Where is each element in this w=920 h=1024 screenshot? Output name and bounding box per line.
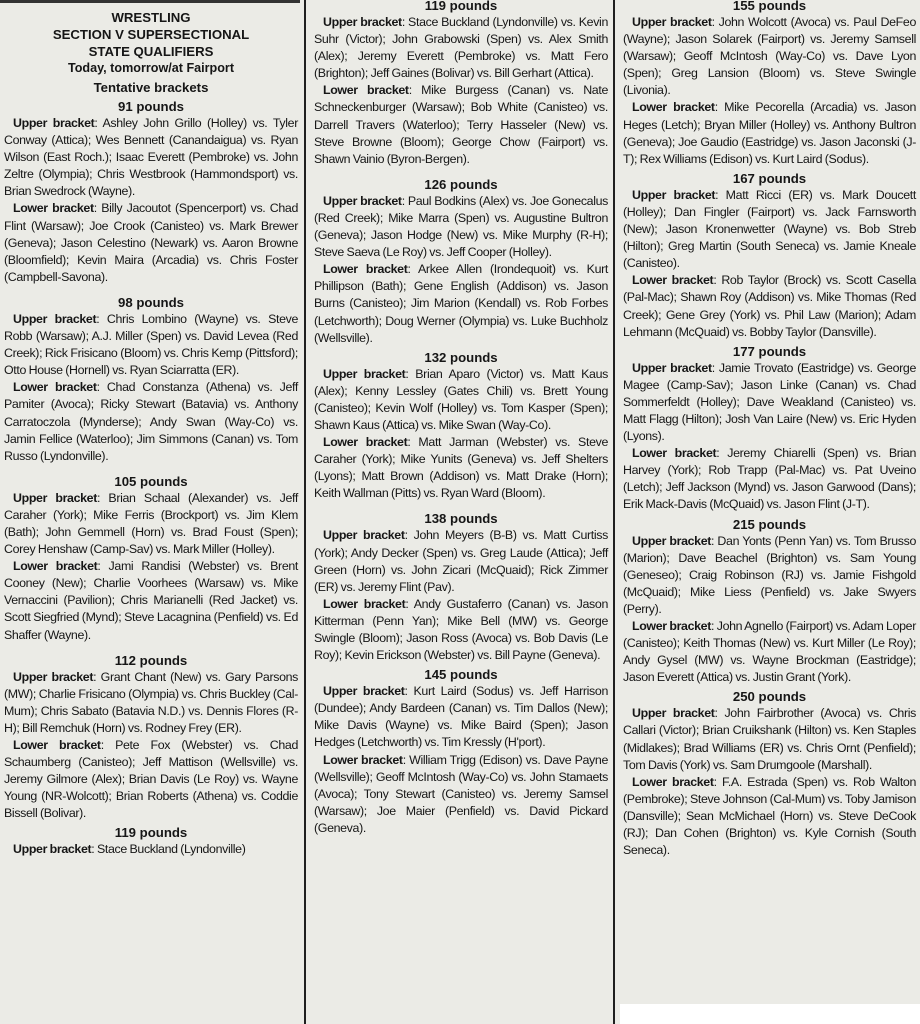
blank-margin xyxy=(620,1004,920,1024)
bracket-label: Lower bracket xyxy=(13,380,97,395)
weight-class-section xyxy=(4,294,298,465)
bracket-matchups: : Andy Gustaferro (Canan) vs. Jason Kitterman (Penn Yan); Mike Bell (MW) vs. George Swingle (Bloom); Jason Ross (Avoca) vs. Bob Davis (Le Roy); Kevin Erickson (Webster) vs. Bill Payne (Geneva). xyxy=(314,596,608,663)
weight-class-title: 177 pounds xyxy=(732,343,807,359)
bracket-matchups: : John Wolcott (Avoca) vs. Paul DeFeo (Wayne); Jason Solarek (Fairport) vs. Jeremy Samsell (Warsaw); Geoff McIntosh (Way-Co) vs. Dave Lyon (Spen); Greg Lansion (Bloom) vs. Steve Swingle (Livonia). xyxy=(623,15,916,98)
bracket-label: Lower bracket xyxy=(13,738,101,752)
bracket-label: Lower bracket xyxy=(632,100,715,115)
bracket-matchups: : Jeremy Chiarelli (Spen) vs. Brian Harvey (York); Rob Trapp (Pal-Mac) vs. Pat Uveino (Letch); Jeff Jackson (Mynd) vs. Jason Garwood (Dans); Erik Mack-Davis (McQuaid) vs. Jason Flint (J-T). xyxy=(623,446,916,512)
lower-bracket xyxy=(314,596,608,664)
bracket-label: Lower bracket xyxy=(632,774,714,789)
bracket-matchups: : Grant Chant (New) vs. Gary Parsons (MW); Charlie Frisicano (Olympia) vs. Chris Buckley (Cal-Mum); Chris Sabato (Batavia N.D.) vs. Dennis Flores (R-H); Bill Remchuk (Horn) vs. Rodney Frey (ER). xyxy=(4,669,298,735)
bracket-label: Lower bracket xyxy=(632,273,714,288)
bracket-matchups: : John Agnello (Fairport) vs. Adam Loper (Canisteo); Keith Thomas (New) vs. Kurt Miller (Le Roy); Andy Gysel (MW) vs. Wayne Brockman (Eastridge); Jason Everett (Attica) vs. Justin Grant (York). xyxy=(623,619,916,685)
upper-bracket xyxy=(314,683,608,751)
bracket-matchups: : Kurt Laird (Sodus) vs. Jeff Harrison (Dundee); Andy Bardeen (Canan) vs. Tim Dallos (New); Mike Davis (Wayne) vs. Mike Baird (Spen); Jason Hedges (Letchworth) vs. Tim Kressly (H'port). xyxy=(314,684,608,750)
bracket-label: Upper bracket xyxy=(13,116,95,130)
weight-class-title: 112 pounds xyxy=(114,652,188,668)
weight-class-title: 155 pounds xyxy=(732,0,807,13)
weight-class-title: 91 pounds xyxy=(118,99,184,114)
bracket-label: Upper bracket xyxy=(323,193,402,208)
upper-bracket xyxy=(623,14,916,99)
weight-class-title: 105 pounds xyxy=(114,473,188,489)
bracket-matchups: : Ashley John Grillo (Holley) vs. Tyler Conway (Attica); Wes Bennett (Canandaigua) vs. Ryan Wilson (East Roch.); Isaac Everett (Pembroke) vs. John Zeltre (Olympia); Chris Westbrook (Hammondsport) vs. Brian Swedrock (Wayne). xyxy=(4,116,298,199)
upper-bracket xyxy=(623,360,916,445)
lower-bracket xyxy=(623,272,916,340)
lower-bracket xyxy=(4,558,298,643)
bracket-matchups: : Matt Jarman (Webster) vs. Steve Caraher (York); Mike Yunits (Geneva) vs. Jeff Shelters (Lyons); Matt Brown (Addison) vs. Matt Drake (Horn); Keith Wallman (Pitts) vs. Ryan Ward (Bloom). xyxy=(314,435,608,501)
weight-class-title: 98 pounds xyxy=(118,294,184,310)
bracket-label: Upper bracket xyxy=(13,311,97,326)
lower-bracket xyxy=(623,445,916,513)
column-3 xyxy=(619,0,920,1024)
bracket-label: Lower bracket xyxy=(323,262,408,277)
bracket-label: Lower bracket xyxy=(13,559,98,574)
bracket-label: Upper bracket xyxy=(323,528,405,543)
weight-class-section xyxy=(4,98,298,286)
bracket-matchups: : Mike Pecorella (Arcadia) vs. Jason Heges (Letch); Bryan Miller (Holley) vs. Anthony Bultron (Geneva); Joe Gaudio (Eastridge) vs. Jason Jaconski (J-T); Rex Williams (Edison) vs. Kurt Laird (Sodus). xyxy=(623,100,916,166)
lower-bracket xyxy=(314,82,608,167)
upper-bracket xyxy=(4,841,298,858)
bracket-label: Upper bracket xyxy=(323,15,402,29)
upper-bracket xyxy=(314,193,608,261)
weight-class-section xyxy=(623,516,916,687)
bracket-label: Lower bracket xyxy=(13,201,94,216)
weight-class-title: 250 pounds xyxy=(732,689,807,705)
weight-class-title: 145 pounds xyxy=(424,667,498,683)
bracket-matchups: : John Fairbrother (Avoca) vs. Chris Callari (Victor); Brian Cruikshank (Hilton) vs. Ken Staples (Midlakes); Brad Williams (ER) vs. Chris Ornt (Penfield); Tom Davis (York) vs. Sam Drumgoole (Marshall). xyxy=(623,706,917,772)
bracket-label: Lower bracket xyxy=(323,752,403,767)
bracket-matchups: : Chris Lombino (Wayne) vs. Steve Robb (Warsaw); A.J. Miller (Spen) vs. David Levea (Red Creek); Rick Frisicano (Bloom) vs. Chris Kemp (Pittsford); Otto House (Hornell) vs. Ryan Sciarratta (ER). xyxy=(4,311,299,378)
bracket-matchups: : Jami Randisi (Webster) vs. Brent Cooney (New); Charlie Voorhees (Warsaw) vs. Mike Vernaccini (Pavilion); Chris Marianelli (Red Jacket) vs. Scott Siegfried (Mynd); Steve Lacagnina (Penfield) vs. Ed Shaffer (Wayne). xyxy=(4,559,298,642)
brackets-title: Tentative brackets xyxy=(93,80,209,95)
column-1 xyxy=(0,0,302,1024)
bracket-matchups: : Paul Bodkins (Alex) vs. Joe Gonecalus (Red Creek); Mike Marra (Spen) vs. Augustine Bultron (Geneva); Jason Hodge (New) vs. Mike Murphy (R-H); Steve Saeva (Le Roy) vs. Jeff Cooper (Holley). xyxy=(314,193,608,260)
bracket-matchups: : Stace Buckland (Lyndonville) xyxy=(91,842,246,857)
upper-bracket xyxy=(623,187,916,272)
upper-bracket xyxy=(4,311,298,379)
weight-class-section xyxy=(623,688,916,859)
heading-line: SECTION V SUPERSECTIONAL xyxy=(52,27,250,42)
lower-bracket xyxy=(4,379,298,464)
bracket-matchups: : Brian Schaal (Alexander) vs. Jeff Caraher (York); Mike Ferris (Brockport) vs. Jim Klem (Bath); John Gemmell (Horn) vs. Brad Foust (Spen); Corey Henshaw (Camp-Sav) vs. Mark Miller (Holley). xyxy=(4,490,298,557)
lower-bracket xyxy=(623,618,916,686)
weight-class-section xyxy=(623,0,916,168)
bracket-matchups: : William Trigg (Edison) vs. Dave Payne (Wellsville); Geoff McIntosh (Way-Co) vs. John Stamaets (Avoca); Tony Stewart (Canisteo) vs. Jeremy Samsel (Warsaw); Joe Maier (Penfield) vs. David Pickard (Geneva). xyxy=(314,752,608,835)
bracket-label: Upper bracket xyxy=(13,842,92,857)
bracket-label: Lower bracket xyxy=(323,435,408,450)
bracket-label: Upper bracket xyxy=(632,706,715,721)
bracket-label: Upper bracket xyxy=(632,360,712,375)
lower-bracket xyxy=(314,261,608,346)
weight-class-section xyxy=(314,510,608,664)
weight-class-title: 119 pounds xyxy=(114,825,188,841)
bracket-label: Upper bracket xyxy=(323,366,406,381)
bracket-matchups: : Matt Ricci (ER) vs. Mark Doucett (Holley); Dan Fingler (Fairport) vs. Jack Farnsworth (New); Jason Kronenwetter (Wayne) vs. Bob Streb (Hilton); Greg Martin (South Seneca) vs. Jamie Kneale (Canisteo). xyxy=(623,187,916,271)
bracket-matchups: : Pete Fox (Webster) vs. Chad Schaumberg (Canisteo); Jeff Mattison (Wellsville) vs. Jeremy Gilmore (Alex); Brian Davis (Le Roy) vs. Wayne Young (NR-Wolcott); Brian Roberts (Athena) vs. Coddie Bissell (Bolivar). xyxy=(4,738,299,821)
bracket-matchups: : Stace Buckland (Lyndonville) vs. Kevin Suhr (Victor); John Grabowski (Spen) vs. Alex Smith (Alex); Jeremy Everett (Pembroke) vs. Matt Fero (Brighton); Jeff Gaines (Bolivar) vs. Bill Gerhart (Attica). xyxy=(314,15,608,81)
bracket-label: Upper bracket xyxy=(13,490,97,505)
bracket-matchups: : Rob Taylor (Brock) vs. Scott Casella (Pal-Mac); Shawn Roy (Addison) vs. Mike Thomas (Red Creek); Gene Grey (York) vs. Phil Law (Marion); Adam Lehmann (McQuaid) vs. Bobby Taylor (Dansville). xyxy=(623,273,917,339)
lower-bracket xyxy=(623,99,916,167)
bracket-matchups: : Brian Aparo (Victor) vs. Matt Kaus (Alex); Kenny Lessley (Gates Chili) vs. Brett Young (Canisteo); Kevin Wolf (Holley) vs. Tom Kasper (Spen); Shawn Kaus (Attica) vs. Mike Swan (Way-Co). xyxy=(314,366,608,432)
column-rule xyxy=(304,0,306,1024)
weight-class-section xyxy=(314,666,608,837)
weight-class-title: 167 pounds xyxy=(732,170,807,186)
weight-class-section xyxy=(623,170,916,341)
bracket-label: Lower bracket xyxy=(323,83,409,98)
weight-class-section xyxy=(314,349,608,503)
upper-bracket xyxy=(623,533,916,618)
upper-bracket xyxy=(314,527,608,595)
bracket-matchups: : F.A. Estrada (Spen) vs. Rob Walton (Pembroke); Steve Johnson (Cal-Mum) vs. Toby Jamison (Dansville); Sean McMichael (Horn) vs. Steve DeCook (RJ); Dan Cohen (Brighton) vs. Kyle Cornish (South Seneca). xyxy=(623,774,916,858)
article-subheading: Today, tomorrow/at Fairport xyxy=(67,61,235,75)
weight-class-section xyxy=(623,343,916,514)
bracket-label: Upper bracket xyxy=(632,187,716,202)
bracket-label: Upper bracket xyxy=(13,669,94,684)
bracket-matchups: : Arkee Allen (Irondequoit) vs. Kurt Phillipson (Bath); Gene English (Addison) vs. Jason Burns (Canisteo); Jim Marion (Kendall) vs. Rob Forbes (Letchworth); Doug Werner (Olympia) vs. Luke Buchholz (Wellsville). xyxy=(314,262,608,345)
lower-bracket xyxy=(4,737,298,822)
upper-bracket xyxy=(314,14,608,82)
bracket-label: Upper bracket xyxy=(323,684,405,699)
bracket-label: Upper bracket xyxy=(632,15,712,29)
weight-class-title: 119 pounds xyxy=(424,0,498,13)
weight-class-section xyxy=(314,176,608,347)
weight-class-section xyxy=(4,824,298,858)
upper-bracket xyxy=(314,366,608,434)
heading-line: STATE QUALIFIERS xyxy=(88,44,214,59)
weight-class-section xyxy=(4,473,298,644)
upper-bracket xyxy=(4,669,298,737)
bracket-label: Upper bracket xyxy=(632,533,712,548)
upper-bracket xyxy=(623,705,916,773)
upper-bracket xyxy=(4,490,298,558)
weight-class-section xyxy=(314,0,608,168)
weight-class-title: 138 pounds xyxy=(424,511,498,527)
bracket-matchups: : Jamie Trovato (Eastridge) vs. George Magee (Camp-Sav); Jason Linke (Canan) vs. Chad Sommerfeldt (Holley); Dave Weakland (Canisteo) vs. Matt Flagg (Hilton); Josh Van Laire (New) vs. Eric Hyden (Lyons). xyxy=(623,360,916,444)
bracket-matchups: : Dan Yonts (Penn Yan) vs. Tom Brusso (Marion); Dave Beachel (Brighton) vs. Sam Young (Geneseo); Craig Robinson (RJ) vs. Jamie Fishgold (McQuaid); Mike Liess (Penfield) vs. Jake Swyers (Perry). xyxy=(623,533,916,616)
lower-bracket xyxy=(314,752,608,837)
weight-class-title: 132 pounds xyxy=(424,349,498,365)
column-rule xyxy=(613,0,615,1024)
upper-bracket xyxy=(4,115,298,200)
lower-bracket xyxy=(4,200,298,285)
bracket-matchups: : Billy Jacoutot (Spencerport) vs. Chad Flint (Warsaw); Joe Crook (Canisteo) vs. Mark Brewer (Geneva); Jason Celestino (Newark) vs. Aaron Browne (Bloomfield); Kevin Maira (Arcadia) vs. Chris Foster (Campbell-Savona). xyxy=(4,201,298,284)
bracket-matchups: : Mike Burgess (Canan) vs. Nate Schneckenburger (Warsaw); Bob White (Canisteo) vs. Darrell Travers (Waterloo); Terry Hasseler (New) vs. Steve Browne (Bloom); George Chow (Fairport) vs. Shawn Vainio (Byron-Bergen). xyxy=(314,83,608,166)
article-heading xyxy=(4,9,298,77)
bracket-label: Lower bracket xyxy=(632,619,711,633)
bracket-matchups: : John Meyers (B-B) vs. Matt Curtiss (York); Andy Decker (Spen) vs. Greg Laude (Attica); Jeff Green (Horn) vs. John Zicari (McQuaid); Rick Zimmer (ER) vs. Jeremy Flint (Pav). xyxy=(314,528,608,594)
lower-bracket xyxy=(623,774,916,859)
heading-line: WRESTLING xyxy=(111,10,191,25)
weight-class-title: 126 pounds xyxy=(424,176,498,192)
bracket-label: Lower bracket xyxy=(632,446,717,461)
bracket-label: Lower bracket xyxy=(323,596,406,611)
bracket-matchups: : Chad Constanza (Athena) vs. Jeff Pamiter (Avoca); Ricky Stewart (Batavia) vs. Anthony Carratoczola (Mynderse); Andy Swan (Way-Co) vs. Jamin Fellice (Waterloo); Jim Simmons (Canan) vs. Tom Russo (Lyndonville). xyxy=(4,380,299,463)
weight-class-title: 215 pounds xyxy=(732,516,807,532)
column-2 xyxy=(310,0,612,1024)
weight-class-section xyxy=(4,652,298,823)
lower-bracket xyxy=(314,434,608,502)
